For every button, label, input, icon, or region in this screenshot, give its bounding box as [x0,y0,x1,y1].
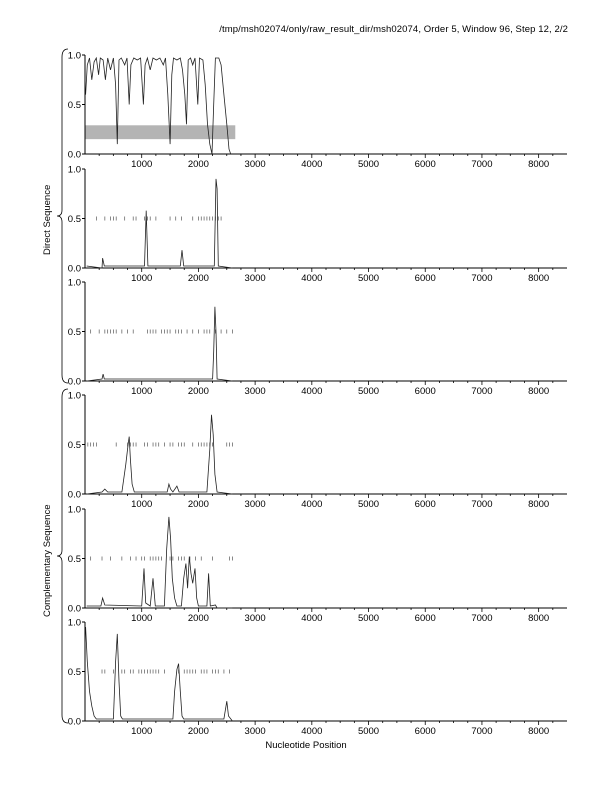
panel-3-y-tick-label: 0.0 [67,376,81,388]
panel-4-x-tick-label: 3000 [244,499,266,510]
panel-2-x-tick-label: 6000 [414,273,436,284]
panel-3-x-tick-label: 1000 [131,386,153,397]
panel-1-x-tick-label: 8000 [528,159,550,170]
panel-6-series-line [86,627,233,721]
x-axis-label: Nucleotide Position [265,740,347,751]
panel-4-x-tick-label: 8000 [528,499,550,510]
panel-6-x-tick-label: 8000 [528,726,550,737]
panel-6-x-tick-label: 7000 [471,726,493,737]
panel-2-x-tick-label: 3000 [244,273,266,284]
panel-5-x-tick-label: 8000 [528,613,550,624]
panel-4-x-tick-label: 4000 [301,499,323,510]
panel-4-y-tick-label: 0.5 [67,440,81,451]
panel-3-series-line [87,307,233,381]
panel-2-y-tick-label: 0.5 [67,214,81,225]
panel-1-x-tick-label: 7000 [471,159,493,170]
panel-5-x-tick-label: 2000 [187,613,209,624]
panel-3-x-tick-label: 6000 [414,386,436,397]
panel-1-y-tick-label: 0.0 [67,149,81,161]
panel-3-x-tick-label: 3000 [244,386,266,397]
panel-1-x-tick-label: 6000 [414,159,436,170]
panel-5-x-tick-label: 5000 [357,613,380,624]
panel-5-y-tick-label: 0.5 [67,554,81,565]
panel-6-y-tick-label: 1.0 [67,617,81,629]
panel-3-y-tick-label: 1.0 [67,277,81,289]
panel-1-x-tick-label: 2000 [187,159,209,170]
panel-2-x-tick-label: 1000 [131,273,153,284]
panel-5-y-tick-label: 1.0 [67,504,81,516]
plot-header-title: /tmp/msh02074/only/raw_result_dir/msh02074, Order 5, Window 96, Step 12, 2/2 [219,24,568,35]
panel-3-y-tick-label: 0.5 [67,327,81,338]
panel-4-y-tick-label: 1.0 [67,390,81,402]
panel-2-y-tick-label: 0.0 [67,263,81,275]
panel-1-x-tick-label: 1000 [131,159,153,170]
panel-5-x-tick-label: 3000 [244,613,266,624]
panel-3-x-tick-label: 5000 [357,386,380,397]
panel-2-x-tick-label: 5000 [357,273,380,284]
panel-5-series-line [87,517,233,608]
panel-5-x-tick-label: 1000 [131,613,153,624]
panel-4-series-line [87,415,233,494]
panel-5-x-tick-label: 6000 [414,613,436,624]
panel-6-x-tick-label: 2000 [187,726,209,737]
panel-1-x-tick-label: 3000 [244,159,266,170]
panel-3-x-tick-label: 7000 [471,386,493,397]
panel-3-x-tick-label: 2000 [187,386,209,397]
panel-4-x-tick-label: 2000 [187,499,209,510]
panel-6-x-tick-label: 6000 [414,726,436,737]
panel-5-y-tick-label: 0.0 [67,603,81,615]
panel-1-y-tick-label: 0.5 [67,100,81,111]
complementary-sequence-label: Complementary Sequence [42,504,53,617]
panel-6-x-tick-label: 1000 [131,726,153,737]
direct-group-brace [57,49,68,383]
panel-6-y-tick-label: 0.0 [67,716,81,728]
panel-1-x-tick-label: 5000 [357,159,380,170]
panel-6-x-tick-label: 5000 [357,726,380,737]
direct-sequence-label: Direct Sequence [42,184,53,255]
panel-4-y-tick-label: 0.0 [67,489,81,501]
panel-4-x-tick-label: 6000 [414,499,436,510]
panel-2-y-tick-label: 1.0 [67,164,81,176]
panel-6-y-tick-label: 0.5 [67,667,81,678]
panel-5-x-tick-label: 4000 [301,613,323,624]
panel-2-x-tick-label: 8000 [528,273,550,284]
panel-3-x-tick-label: 8000 [528,386,550,397]
panel-3-x-tick-label: 4000 [301,386,323,397]
panel-4-x-tick-label: 1000 [131,499,153,510]
panel-2-x-tick-label: 2000 [187,273,209,284]
panel-5-x-tick-label: 7000 [471,613,493,624]
panel-1-series-line [86,58,231,154]
panel-1-x-tick-label: 4000 [301,159,323,170]
panel-4-x-tick-label: 5000 [357,499,380,510]
panel-6-x-tick-label: 4000 [301,726,323,737]
panel-4-x-tick-label: 7000 [471,499,493,510]
complementary-group-brace [57,389,68,723]
panel-2-x-tick-label: 4000 [301,273,323,284]
panel-2-x-tick-label: 7000 [471,273,493,284]
panel-2-series-line [87,179,233,268]
panel-1-y-tick-label: 1.0 [67,50,81,62]
panel-6-x-tick-label: 3000 [244,726,266,737]
